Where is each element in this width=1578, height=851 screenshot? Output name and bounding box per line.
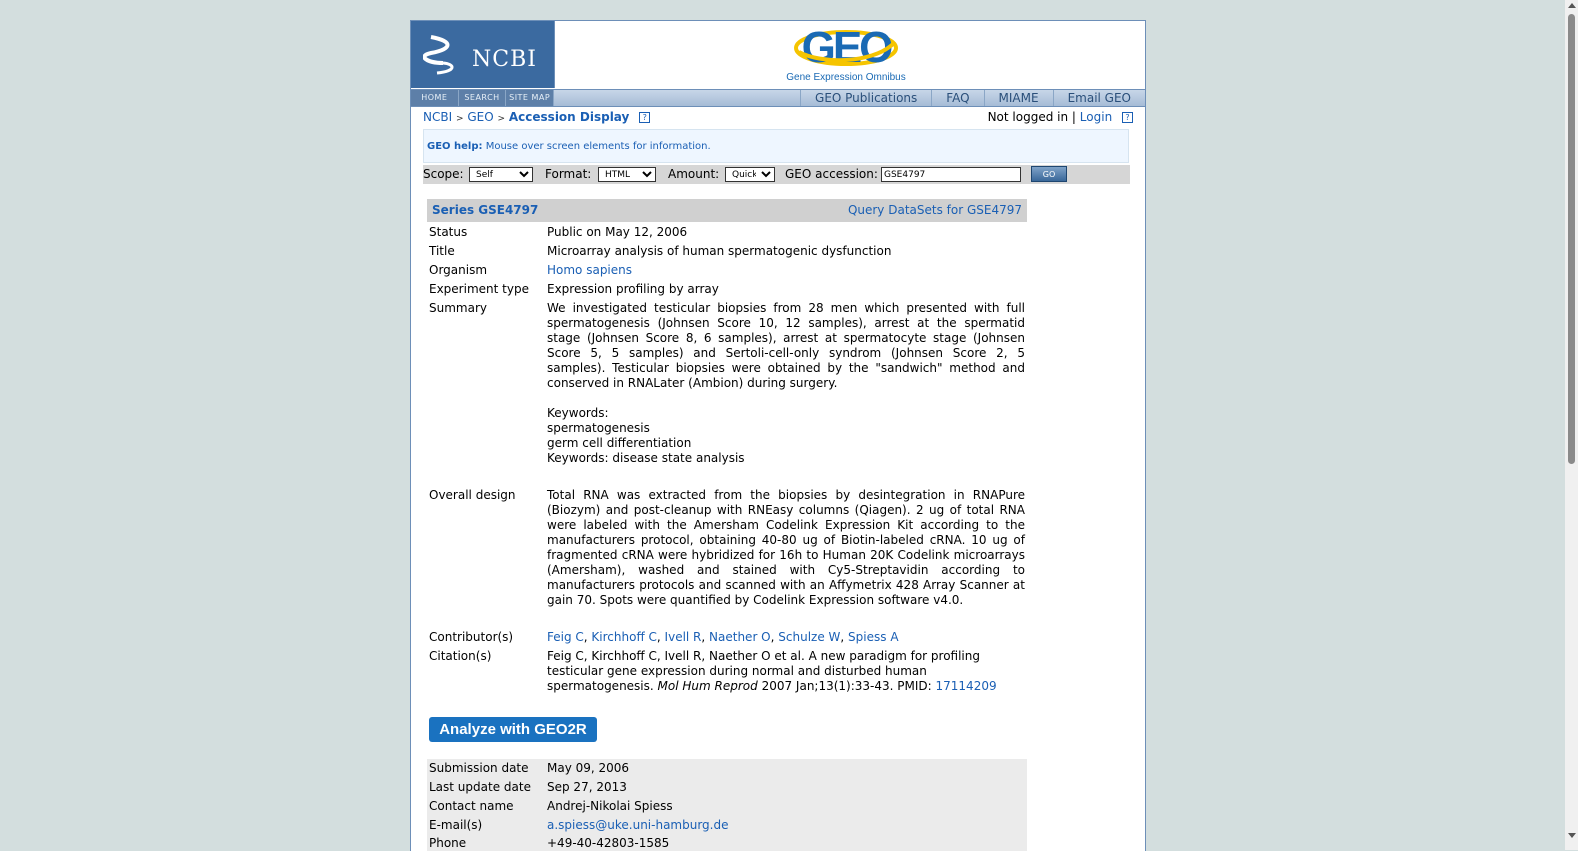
ncbi-nav <box>411 90 554 106</box>
geo-logo-subtitle: Gene Expression Omnibus <box>786 72 906 83</box>
breadcrumb <box>423 110 650 124</box>
vertical-scrollbar[interactable] <box>1565 0 1578 850</box>
login-sep: | <box>1071 110 1076 124</box>
geo-nav <box>800 90 1145 106</box>
breadcrumb-sep: > <box>455 114 464 124</box>
summary-block <box>547 301 1025 466</box>
amount-label: Amount: <box>668 167 720 181</box>
contributor-link[interactable]: Spiess A <box>848 630 899 644</box>
email-label: E-mail(s) <box>429 818 483 832</box>
citation-details: 2007 Jan;13(1):33-43. PMID: <box>757 679 936 693</box>
citation-label: Citation(s) <box>429 649 492 663</box>
login-status: Not logged in <box>987 110 1069 124</box>
series-header <box>427 199 1027 222</box>
status-label: Status <box>429 225 468 239</box>
series-title: Series GSE4797 <box>432 203 539 217</box>
scope-select[interactable] <box>469 167 533 182</box>
login-link[interactable]: Login <box>1079 110 1113 124</box>
amount-select[interactable] <box>725 167 775 182</box>
status-value: Public on May 12, 2006 <box>547 225 688 239</box>
title-value: Microarray analysis of human spermatogenic dysfunction <box>547 244 892 258</box>
breadcrumb-ncbi[interactable]: NCBI <box>423 110 453 124</box>
nav-faq[interactable]: FAQ <box>931 90 983 106</box>
contributor-link[interactable]: Ivell R <box>664 630 702 644</box>
breadcrumb-current: Accession Display <box>508 110 630 124</box>
experiment-type-label: Experiment type <box>429 282 529 296</box>
geo-logo[interactable] <box>781 26 911 86</box>
organism-link[interactable]: Homo sapiens <box>547 263 633 277</box>
pmid-link[interactable]: 17114209 <box>935 679 997 693</box>
experiment-type-value: Expression profiling by array <box>547 282 719 296</box>
query-datasets-link[interactable]: Query DataSets for GSE4797 <box>847 203 1022 217</box>
geo-help-text: Mouse over screen elements for information. <box>482 141 711 152</box>
keywords-line: germ cell differentiation <box>547 436 692 450</box>
keywords-line: Keywords: disease state analysis <box>547 451 745 465</box>
scope-label: Scope: <box>423 167 464 181</box>
title-label: Title <box>429 244 455 258</box>
nav-miame[interactable]: MIAME <box>984 90 1053 106</box>
geo-logo-graphic <box>781 26 911 72</box>
contributor-link[interactable]: Schulze W <box>778 630 841 644</box>
contributors-label: Contributor(s) <box>429 630 514 644</box>
update-label: Last update date <box>429 780 531 794</box>
citation-journal: Mol Hum Reprod <box>657 679 758 693</box>
analyze-geo2r-button[interactable]: Analyze with GEO2R <box>429 717 597 742</box>
phone-label: Phone <box>429 836 467 850</box>
help-icon[interactable]: ? <box>639 112 650 123</box>
contributors-list: Feig C, Kirchhoff C, Ivell R, Naether O, Schulze W, Spiess A <box>547 630 899 644</box>
summary-text: We investigated testicular biopsies from 28 men which presented with full spermatogenesis (Johnsen Score 10, 12 samples), arrest at the spermatid stage (Johnsen Score 8, 6 samples), arrest at spermatocyte stage (Johnsen Score 5, 5 samples) and Sertoli-cell-only syndrom (Johnsen Score 2, 5 samples). Testicular biopsies were obtained by the "sandwich" method and conserved in RNALater (Ambion) during surgery. <box>547 301 1025 390</box>
nav-bar <box>411 89 1145 107</box>
ncbi-logo[interactable] <box>411 21 555 88</box>
login-area <box>988 110 1133 124</box>
scroll-up-icon[interactable] <box>1568 3 1576 8</box>
contributor-link[interactable]: Naether O <box>709 630 771 644</box>
update-value: Sep 27, 2013 <box>547 780 627 794</box>
contributor-link[interactable]: Feig C <box>547 630 584 644</box>
email-link[interactable]: a.spiess@uke.uni-hamburg.de <box>547 818 729 832</box>
keywords-line: spermatogenesis <box>547 421 650 435</box>
overall-design-text: Total RNA was extracted from the biopsies by desintegration in RNAPure (Biozym) and post-cleanup with RNEasy columns (Qiagen). 2 ug of total RNA were labeled with the Amersham Codelink Expression Kit according to the manufacturers protocol, obtaining 40-80 ug of Biotin-labeled cRNA. 10 ug of fragmented cRNA were hybridized for 16h to Human 20K Codelink microarrays (Amersham), washed and stained with Cy5-Streptavidin according to manufacturers protocols and scanned with an Affymetrix 428 Array Scanner at gain 70. Spots were quantified by Codelink Expression software v4.0. <box>547 488 1025 607</box>
citation-body: Feig C, Kirchhoff C, Ivell R, Naether O et al. A new paradigm for profiling testicular gene expression during normal and disturbed human spermatogenesis. <box>547 649 980 693</box>
page-container <box>410 20 1146 851</box>
nav-home[interactable]: HOME <box>411 90 459 106</box>
overall-design-label: Overall design <box>429 488 516 502</box>
geo-help-box <box>423 129 1129 163</box>
accession-input[interactable] <box>881 167 1021 182</box>
geo-help-label: GEO help: <box>427 141 483 152</box>
login-help-icon[interactable]: ? <box>1122 112 1133 123</box>
breadcrumb-geo[interactable]: GEO <box>467 110 494 124</box>
nav-search[interactable]: SEARCH <box>459 90 507 106</box>
summary-label: Summary <box>429 301 487 315</box>
contributor-link[interactable]: Kirchhoff C <box>591 630 657 644</box>
nav-email-geo[interactable]: Email GEO <box>1053 90 1145 106</box>
contact-value: Andrej-Nikolai Spiess <box>547 799 673 813</box>
breadcrumb-sep: > <box>497 114 506 124</box>
nav-geo-publications[interactable]: GEO Publications <box>800 90 931 106</box>
contact-label: Contact name <box>429 799 514 813</box>
accession-form <box>423 165 1130 184</box>
phone-value: +49-40-42803-1585 <box>547 836 670 850</box>
submission-value: May 09, 2006 <box>547 761 630 775</box>
format-label: Format: <box>545 167 592 181</box>
nav-site-map[interactable]: SITE MAP <box>506 90 554 106</box>
accession-label: GEO accession: <box>785 167 878 181</box>
keywords-line: Keywords: <box>547 406 609 420</box>
format-select[interactable] <box>598 167 656 182</box>
scrollbar-thumb[interactable] <box>1568 14 1575 464</box>
ncbi-helix-icon <box>423 33 463 75</box>
citation-text <box>547 649 997 694</box>
scroll-down-icon[interactable] <box>1568 833 1576 838</box>
submission-label: Submission date <box>429 761 529 775</box>
svg-text:GEO: GEO <box>801 26 891 72</box>
go-button[interactable]: GO <box>1031 166 1067 182</box>
ncbi-logo-text: NCBI <box>472 47 537 72</box>
organism-label: Organism <box>429 263 488 277</box>
